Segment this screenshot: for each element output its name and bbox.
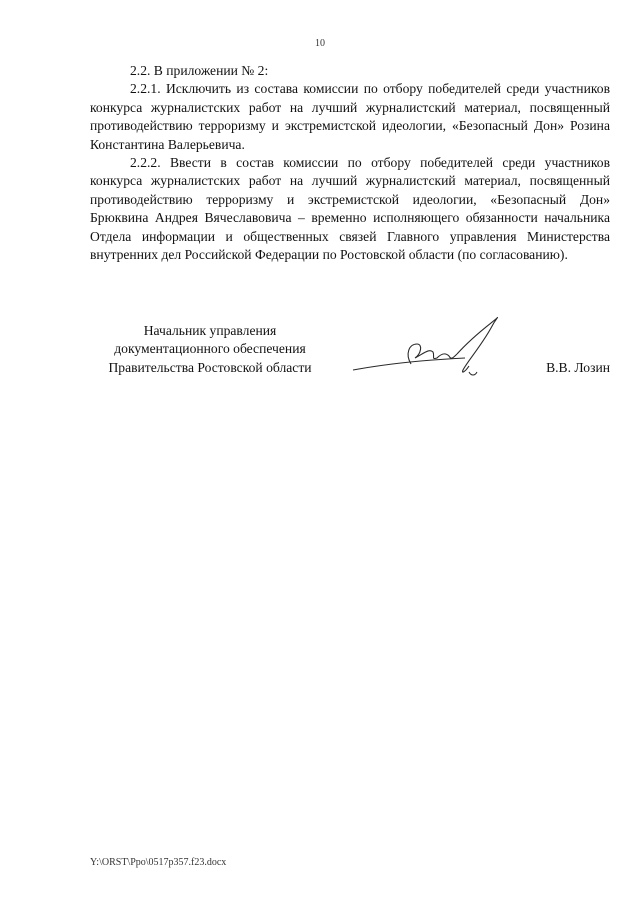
signer-title xyxy=(90,322,330,377)
signer-title-line-1: Начальник управления xyxy=(143,323,277,338)
document-body xyxy=(90,62,610,264)
file-path-footer: Y:\ORST\Ppo\0517p357.f23.docx xyxy=(90,857,227,868)
page-number: 10 xyxy=(315,38,325,49)
paragraph-2-2: 2.2. В приложении № 2: xyxy=(130,63,269,78)
handwritten-signature xyxy=(345,314,515,389)
signature-block xyxy=(90,322,610,392)
signer-title-line-3: Правительства Ростовской области xyxy=(108,359,312,375)
paragraph-2-2-2: 2.2.2. Ввести в состав комиссии по отбору победителей среди участников конкурса журналистских работ на лучший журналистский материал, посвященный противодействию терроризму и экстремистской идеологии, «Безопасный Дон» Брюквина Андрея Вячеславовича – временно исполняющего обязанности начальника Отдела информации и общественных связей Главного управления Министерства внутренних дел Российской Федерации по Ростовской области (по согласованию). xyxy=(90,155,610,263)
paragraph-2-2-1: 2.2.1. Исключить из состава комиссии по отбору победителей среди участников конкурса журналистских работ на лучший журналистский материал, посвященный противодействию терроризму и экстремистской идеологии, «Безопасный Дон» Розина Константина Валерьевича. xyxy=(90,81,610,152)
signer-name: В.В. Лозин xyxy=(546,359,610,375)
signer-title-line-2: документационного обеспечения xyxy=(114,341,306,357)
